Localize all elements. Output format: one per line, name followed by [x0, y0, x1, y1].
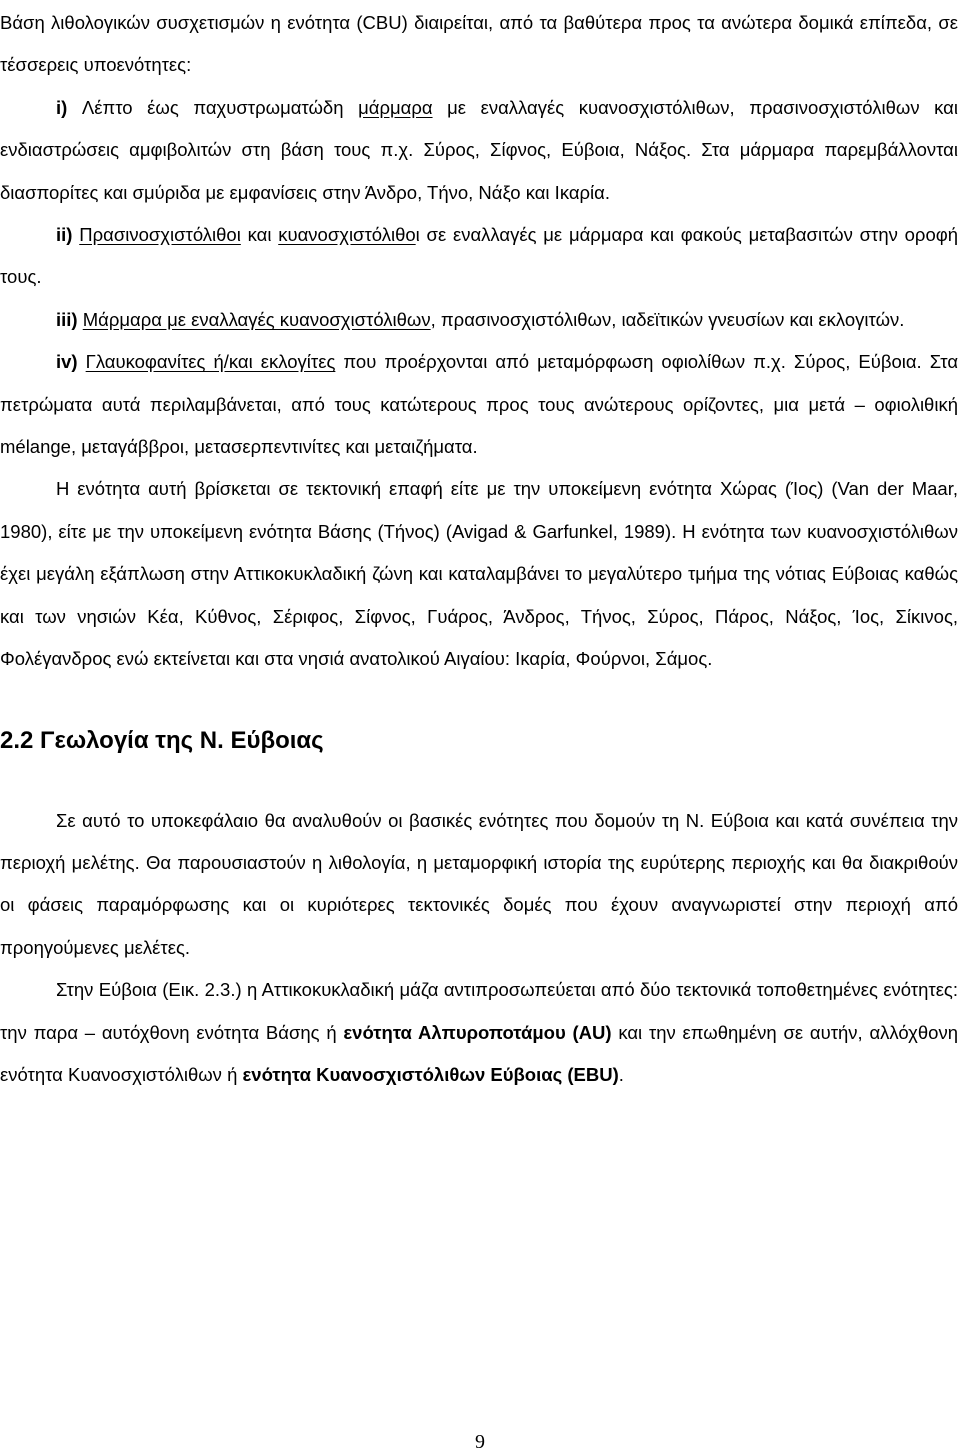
paragraph-text: ι σε εναλλαγές με μάρμαρα και φακούς μεταβασιτών στην οροφή τους. [0, 224, 959, 288]
subunit-3-paragraph [0, 299, 958, 341]
list-marker: ii) [56, 224, 73, 246]
subunit-4-paragraph [0, 341, 958, 468]
paragraph-text: Λέπτο έως παχυστρωματώδη [67, 96, 359, 118]
bold-term: ενότητα Κυανοσχιστόλιθων Εύβοιας (EBU) [242, 1063, 619, 1085]
intro-paragraph: Βάση λιθολογικών συσχετισμών η ενότητα (CBU) διαιρείται, από τα βαθύτερα προς τα ανώτερα δομικά επίπεδα, σε τέσσερεις υποενότητες: [0, 12, 958, 76]
subunit-1-paragraph [0, 87, 958, 214]
paragraph-text: με εναλλαγές κυανοσχιστόλιθων, πρασινοσχιστόλιθων και ενδιαστρώσεις αμφιβολιτών στη βάση τους π.χ. Σύρος, Σίφνος, Εύβοια, Νάξος. Στα μάρμαρα παρεμβάλλονται διασπορίτες και σμύριδα με εμφανίσεις στην Άνδρο, Τήνο, Νάξο και Ικαρία. [0, 96, 958, 203]
euboea-units-paragraph [0, 969, 958, 1096]
underlined-term: Γλαυκοφανίτες ή/και εκλογίτες [85, 351, 336, 373]
paragraph-text: , πρασινοσχιστόλιθων, ιαδεϊτικών γνευσίων και εκλογιτών. [430, 308, 905, 330]
list-marker: iii) [56, 308, 78, 330]
section-intro-paragraph: Σε αυτό το υποκεφάλαιο θα αναλυθούν οι βασικές ενότητες που δομούν τη Ν. Εύβοια και κατά συνέπεια την περιοχή μελέτης. Θα παρουσιαστούν η λιθολογία, η μεταμορφική ιστορία της ευρύτερης περιοχής και θα διακριθούν οι φάσεις παραμόρφωσης και οι κυριότερες τεκτονικές δομές που έχουν αναγνωριστεί στην περιοχή από προηγούμενες μελέτες. [0, 809, 958, 958]
underlined-term: κυανοσχιστόλιθο [278, 224, 416, 246]
underlined-term: μάρμαρα [358, 96, 433, 118]
tectonic-contact-paragraph: Η ενότητα αυτή βρίσκεται σε τεκτονική επαφή είτε με την υποκείμενη ενότητα Χώρας (Ίος) (Van der Maar, 1980), είτε με την υποκείμενη ενότητα Βάσης (Τήνος) (Avigad & Garfunkel, 1989). Η ενότητα των κυανοσχιστόλιθων έχει μεγάλη εξάπλωση στην Αττικοκυκλαδική ζώνη και καταλαμβάνει το μεγαλύτερο τμήμα της νότιας Εύβοιας καθώς και των νησιών Κέα, Κύθνος, Σέριφος, Σίφνος, Γυάρος, Άνδρος, Τήνος, Σύρος, Πάρος, Νάξος, Ίος, Σίκινος, Φολέγανδρος ενώ εκτείνεται και στα νησιά ανατολικού Αιγαίου: Ικαρία, Φούρνοι, Σάμος. [0, 478, 958, 670]
paragraph-text: και [240, 224, 279, 246]
underlined-term: Μάρμαρα με εναλλαγές κυανοσχιστόλιθων [82, 308, 431, 330]
underlined-term: Πρασινοσχιστόλιθοι [79, 224, 241, 246]
section-heading: 2.2 Γεωλογία της Ν. Εύβοιας [0, 726, 324, 754]
bold-term: ενότητα Αλπυροποτάμου (AU) [343, 1021, 612, 1043]
paragraph-text: που προέρχονται από μεταμόρφωση οφιολίθων π.χ. Σύρος, Εύβοια. Στα πετρώματα αυτά περιλαμβάνεται, από τους κατώτερους προς τους ανώτερους ορίζοντες, μια μετά – οφιολιθική mélange, μεταγάββροι, μετασερπεντινίτες και μεταιζήματα. [0, 351, 959, 458]
subunit-2-paragraph [0, 214, 958, 299]
paragraph-text: και την επωθημένη σε αυτήν, αλλόχθονη ενότητα Κυανοσχιστόλιθων ή [0, 1021, 958, 1085]
paragraph-text: . [618, 1063, 624, 1085]
page-number: 9 [475, 1431, 485, 1453]
list-marker: i) [56, 96, 68, 118]
page-body [0, 2, 958, 1096]
list-marker: iv) [56, 351, 78, 373]
paragraph-text: Στην Εύβοια (Εικ. 2.3.) η Αττικοκυκλαδική μάζα αντιπροσωπεύεται από δύο τεκτονικά τοποθετημένες ενότητες: την παρα – αυτόχθονη ενότητα Βάσης ή [0, 979, 958, 1043]
